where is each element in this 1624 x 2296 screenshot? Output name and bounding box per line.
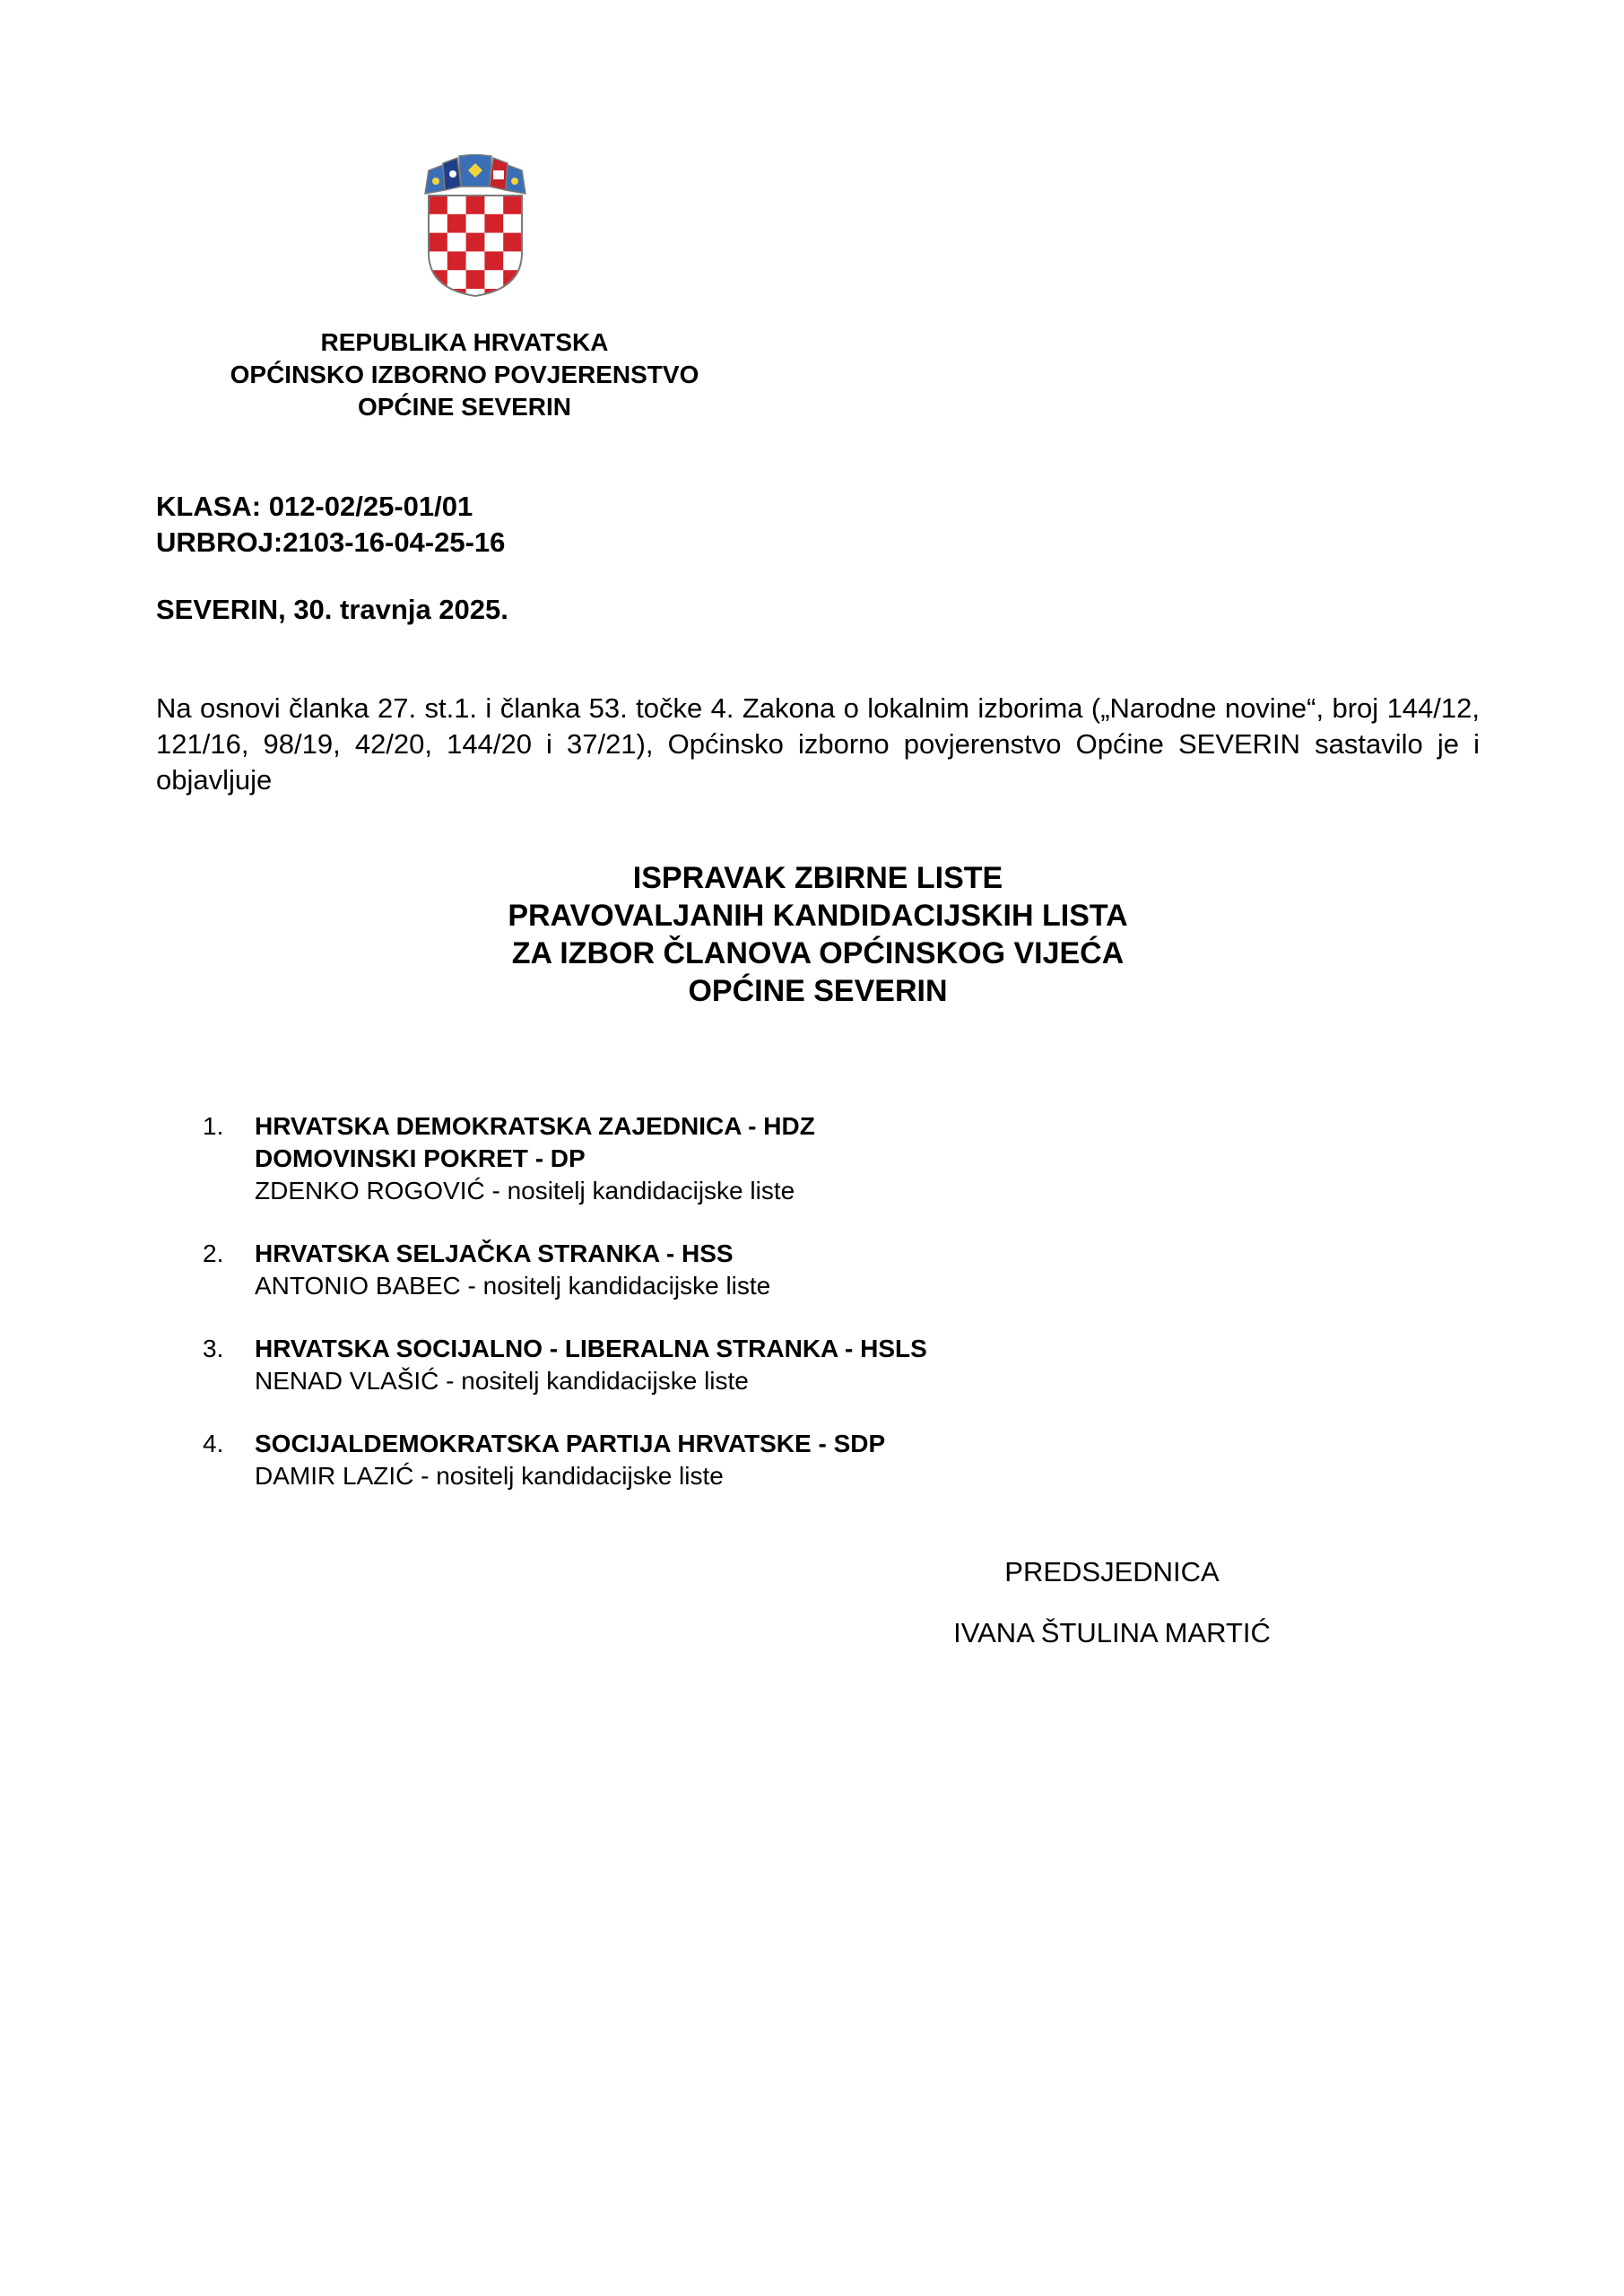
checker-square [447,214,466,233]
checker-square [429,289,447,298]
intro-paragraph: Na osnovi članka 27. st.1. i članka 53. točke 4. Zakona o lokalnim izborima („Narodne novine“, broj 144/12, 121/16, 98/19, 42/20, 144/20 i 37/21), Općinsko izborno povjerenstvo Općine SEVERIN sastavilo je i objavljuje [156,692,1480,796]
title-line-2: PRAVOVALJANIH KANDIDACIJSKIH LISTA [508,899,1128,933]
checker-square [466,214,485,233]
reference-block [156,489,505,561]
list-number: 2. [203,1239,224,1267]
title-line-1: ISPRAVAK ZBIRNE LISTE [632,861,1003,895]
list-holder: ZDENKO ROGOVIĆ - nositelj kandidacijske liste [255,1177,795,1205]
party-name: SOCIJALDEMOKRATSKA PARTIJA HRVATSKE - SDP [255,1430,886,1457]
signatory-name: IVANA ŠTULINA MARTIĆ [953,1617,1271,1648]
checker-square [466,270,485,289]
authority-line-3: OPĆINE SEVERIN [357,393,572,421]
checker-square [466,196,485,214]
authority-header [195,326,734,423]
list-holder: DAMIR LAZIĆ - nositelj kandidacijske liste [255,1462,724,1490]
list-item [203,1238,1368,1302]
list-number: 1. [203,1112,224,1140]
document-title [156,859,1480,1010]
checker-square [447,196,466,214]
checker-square [484,233,503,252]
checker-square [447,270,466,289]
checker-square [429,233,447,252]
list-item [203,1428,1368,1492]
urbroj-number: URBROJ:2103-16-04-25-16 [156,526,506,558]
checker-square [429,196,447,214]
checker-square [503,233,522,252]
checker-square [484,214,503,233]
authority-line-1: REPUBLIKA HRVATSKA [320,328,609,356]
checker-square [503,196,522,214]
list-item [203,1110,1368,1207]
checker-square [484,196,503,214]
checker-square [466,251,485,270]
checker-square [466,233,485,252]
title-line-3: ZA IZBOR ČLANOVA OPĆINSKOG VIJEĆA [511,936,1125,970]
checker-square [429,214,447,233]
list-number: 4. [203,1430,224,1457]
authority-line-2: OPĆINSKO IZBORNO POVJERENSTVO [230,361,699,388]
checker-square [447,233,466,252]
candidate-lists [203,1110,1368,1523]
checker-square [503,214,522,233]
coat-of-arms-icon [421,154,529,298]
document-date: SEVERIN, 30. travnja 2025. [156,594,508,625]
list-holder: ANTONIO BABEC - nositelj kandidacijske liste [255,1272,771,1300]
checker-square [484,251,503,270]
checker-square [447,251,466,270]
party-name: HRVATSKA SOCIJALNO - LIBERALNA STRANKA - HSLS [255,1335,927,1362]
party-name: HRVATSKA SELJAČKA STRANKA - HSS [255,1239,734,1267]
checker-square [484,270,503,289]
party-name: HRVATSKA DEMOKRATSKA ZAJEDNICA - HDZ [255,1112,815,1140]
signatory-role: PREDSJEDNICA [1004,1556,1220,1587]
list-item [203,1333,1368,1397]
list-number: 3. [203,1335,224,1362]
signature-block [897,1554,1327,1651]
party-name: DOMOVINSKI POKRET - DP [255,1144,586,1172]
checker-square [503,289,522,298]
title-line-4: OPĆINE SEVERIN [688,974,948,1008]
klasa-number: KLASA: 012-02/25-01/01 [156,491,473,522]
list-holder: NENAD VLAŠIĆ - nositelj kandidacijske liste [255,1367,749,1395]
